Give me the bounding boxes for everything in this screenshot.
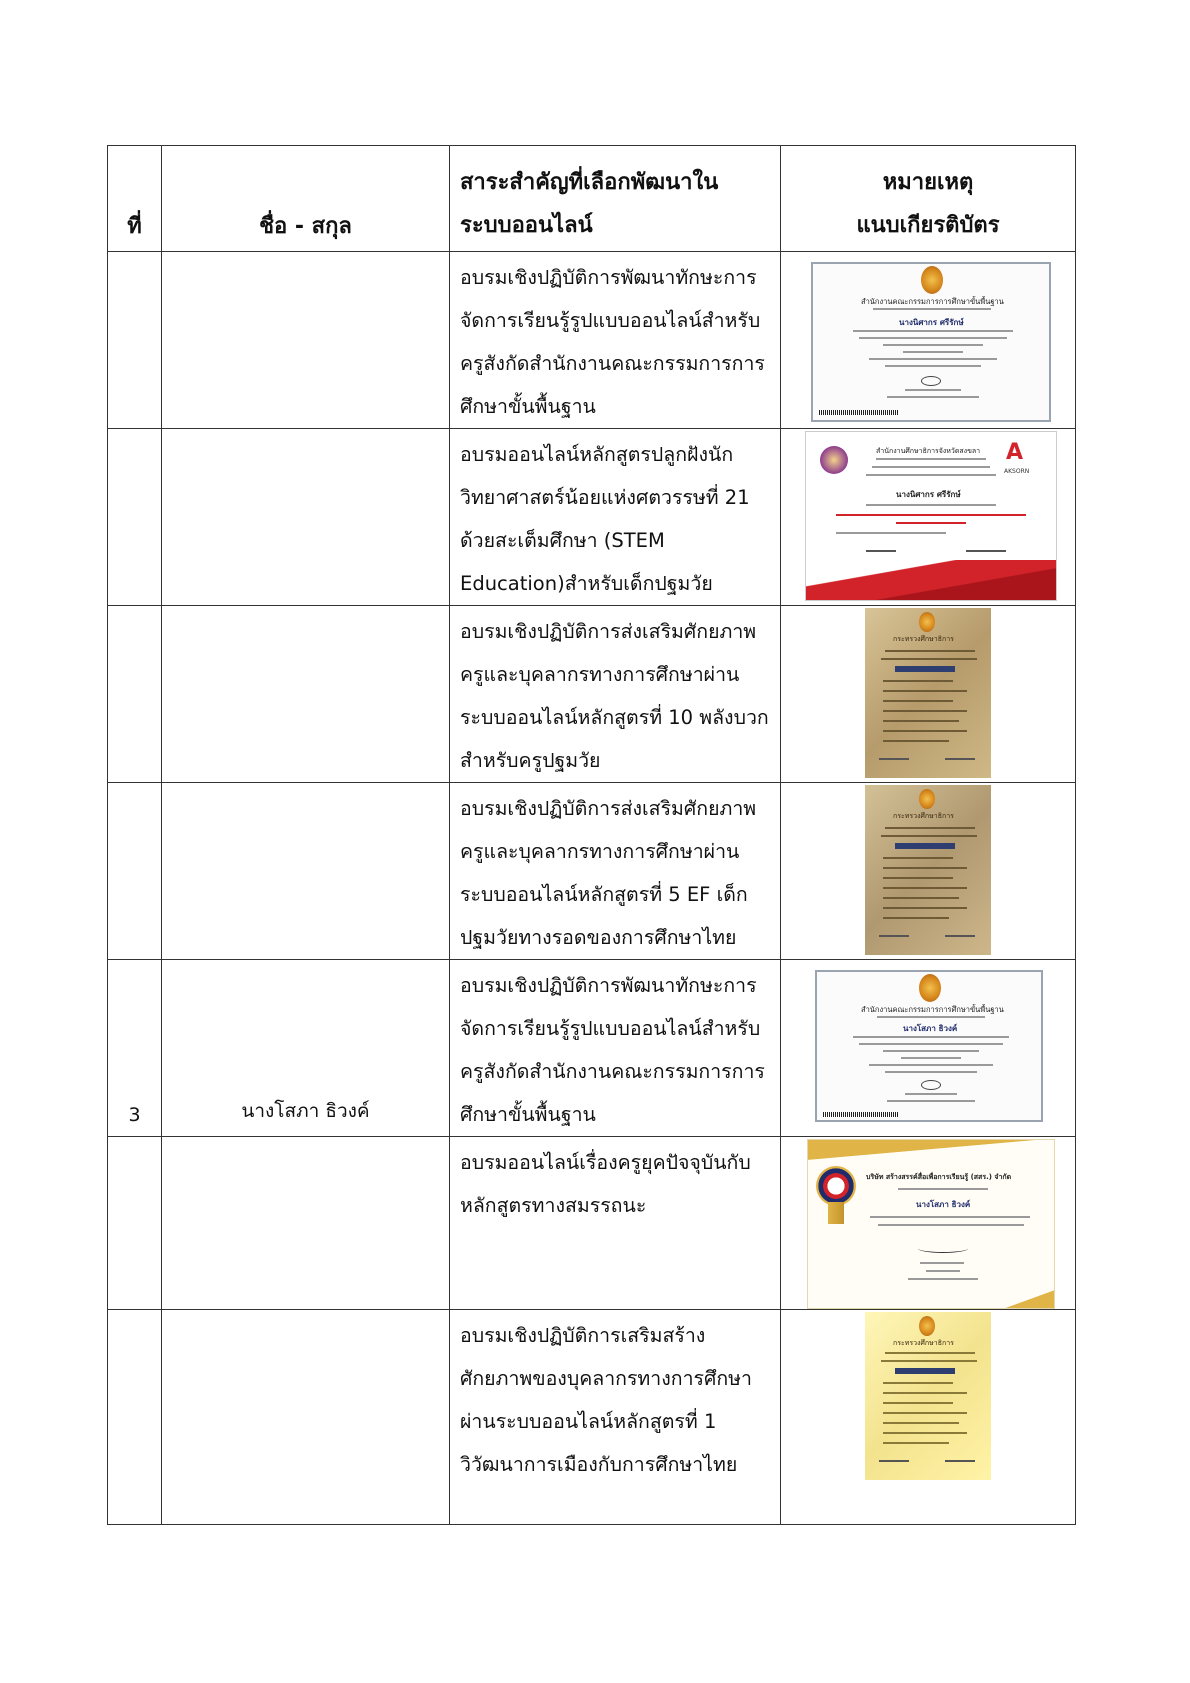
- certificate-org: สำนักงานคณะกรรมการการศึกษาขั้นพื้นฐาน: [861, 297, 1004, 306]
- table-row: [108, 252, 1076, 429]
- badge-ribbon: [828, 1202, 844, 1224]
- row-topic: อบรมเชิงปฏิบัติการส่งเสริมศักยภาพครูและบุคลากรทางการศึกษาผ่านระบบออนไลน์หลักสูตรที่ 5 EF เด็กปฐมวัยทางรอดของการศึกษาไทย: [450, 783, 781, 960]
- row-name: [162, 252, 450, 429]
- certificate-recipient: นางโสภา ธิวงค์: [903, 1024, 958, 1033]
- row-topic: อบรมออนไลน์หลักสูตรปลูกฝังนักวิทยาศาสตร์น้อยแห่งศตวรรษที่ 21 ด้วยสะเต็มศึกษา (STEM Education)สำหรับเด็กปฐมวัย: [450, 429, 781, 606]
- row-certificate: [781, 1137, 1076, 1310]
- certificate-org: สำนักงานศึกษาธิการจังหวัดสงขลา: [876, 447, 981, 455]
- row-certificate: [781, 429, 1076, 606]
- header-topic-line1: สาระสำคัญที่เลือกพัฒนาใน: [460, 170, 719, 195]
- certificate-org: บริษัท สร้างสรรค์สื่อเพื่อการเรียนรู้ (สสร.) จำกัด: [866, 1173, 1012, 1181]
- row-topic: อบรมเชิงปฏิบัติการพัฒนาทักษะการจัดการเรียนรู้รูปแบบออนไลน์สำหรับครูสังกัดสำนักงานคณะกรรมการการศึกษาขั้นพื้นฐาน: [450, 252, 781, 429]
- header-name: ชื่อ - สกุล: [162, 146, 450, 252]
- header-note-line2: แนบเกียรติบัตร: [856, 213, 1000, 238]
- aksorn-logo: A: [1006, 440, 1024, 465]
- header-row: [108, 146, 1076, 252]
- row-number: [108, 606, 162, 783]
- row-certificate: [781, 606, 1076, 783]
- certificate-brand: AKSORN: [1004, 468, 1030, 475]
- row-certificate: [781, 1310, 1076, 1525]
- row-topic: อบรมเชิงปฏิบัติการเสริมสร้างศักยภาพของบุคลากรทางการศึกษาผ่านระบบออนไลน์หลักสูตรที่ 1 วิวัฒนาการเมืองกับการศึกษาไทย: [450, 1310, 781, 1525]
- certificate-org: กระทรวงศึกษาธิการ: [893, 812, 954, 820]
- header-topic-line2: ระบบออนไลน์: [460, 213, 593, 238]
- seal-icon: [919, 789, 935, 809]
- certificate-image: [815, 970, 1043, 1122]
- row-topic: อบรมเชิงปฏิบัติการพัฒนาทักษะการจัดการเรียนรู้รูปแบบออนไลน์สำหรับครูสังกัดสำนักงานคณะกรรมการการศึกษาขั้นพื้นฐาน: [450, 960, 781, 1137]
- row-topic: อบรมออนไลน์เรื่องครูยุคปัจจุบันกับหลักสูตรทางสมรรถนะ: [450, 1137, 781, 1310]
- header-note: [781, 146, 1076, 252]
- seal-icon: [921, 266, 943, 294]
- row-number: [108, 1310, 162, 1525]
- emblem-icon: [820, 446, 848, 474]
- row-name: [162, 429, 450, 606]
- seal-icon: [919, 974, 941, 1002]
- row-number: [108, 429, 162, 606]
- row-certificate: [781, 960, 1076, 1137]
- row-number: [108, 1137, 162, 1310]
- certificate-image: [865, 785, 991, 955]
- red-ribbon: [806, 560, 1057, 601]
- certificate-recipient: นางโสภา ธิวงค์: [916, 1200, 971, 1209]
- table-row: [108, 1310, 1076, 1525]
- gold-corner: [808, 1140, 1055, 1162]
- certificate-image: [805, 431, 1057, 601]
- row-number: 3: [108, 960, 162, 1137]
- award-badge-icon: [816, 1166, 856, 1206]
- certificate-recipient: นางนิศากร ศรีรักษ์: [896, 490, 961, 499]
- row-name: [162, 1137, 450, 1310]
- row-name: [162, 606, 450, 783]
- table-row: [108, 606, 1076, 783]
- certificate-org: สำนักงานคณะกรรมการการศึกษาขั้นพื้นฐาน: [861, 1005, 1004, 1014]
- table-row: [108, 960, 1076, 1137]
- table-row: [108, 1137, 1076, 1310]
- seal-icon: [919, 612, 935, 632]
- certificate-image: [865, 1312, 991, 1480]
- row-number: [108, 252, 162, 429]
- row-certificate: [781, 252, 1076, 429]
- certificate-table: [107, 145, 1076, 1525]
- row-name: นางโสภา ธิวงค์: [162, 960, 450, 1137]
- header-topic: [450, 146, 781, 252]
- row-name: [162, 783, 450, 960]
- gold-bottom-corner: [998, 1290, 1055, 1309]
- certificate-org: กระทรวงศึกษาธิการ: [893, 1339, 954, 1347]
- certificate-org: กระทรวงศึกษาธิการ: [893, 635, 954, 643]
- row-certificate: [781, 783, 1076, 960]
- row-topic: อบรมเชิงปฏิบัติการส่งเสริมศักยภาพครูและบุคลากรทางการศึกษาผ่านระบบออนไลน์หลักสูตรที่ 10 พลังบวกสำหรับครูปฐมวัย: [450, 606, 781, 783]
- header-no: ที่: [108, 146, 162, 252]
- header-note-line1: หมายเหตุ: [882, 170, 974, 195]
- certificate-image: [865, 608, 991, 778]
- certificate-recipient: นางนิศากร ศรีรักษ์: [899, 318, 964, 327]
- row-number: [108, 783, 162, 960]
- row-name: [162, 1310, 450, 1525]
- table-row: [108, 429, 1076, 606]
- certificate-image: [811, 262, 1051, 422]
- table-row: [108, 783, 1076, 960]
- seal-icon: [919, 1316, 935, 1336]
- certificate-image: [807, 1139, 1055, 1309]
